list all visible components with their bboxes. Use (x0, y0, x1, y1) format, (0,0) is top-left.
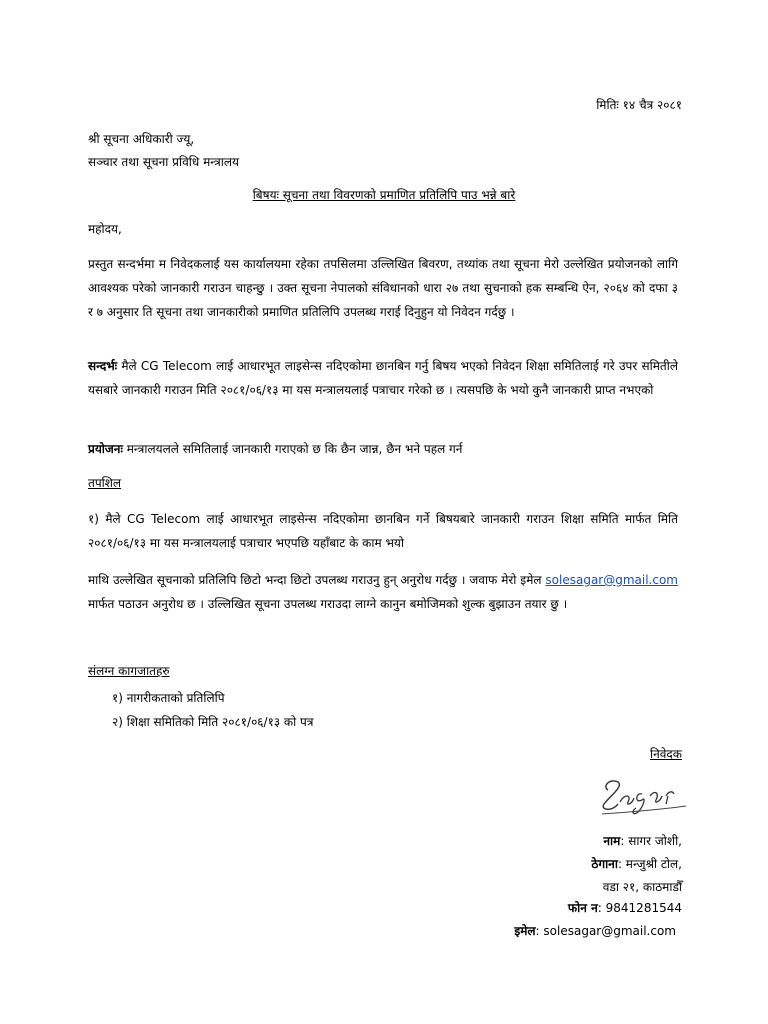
details-heading: तपशिल (88, 476, 122, 490)
closing-text-1: माथि उल्लेखित सूचनाको प्रतिलिपि छिटो भन्दा छिटो उपलब्ध गराउनु हुन् अनुरोध गर्दछु । जवाफ मेरो इमेल (88, 573, 546, 587)
applicant-address-row (591, 855, 682, 872)
reference-text: मैले CG Telecom लाई आधारभूत लाइसेन्स नदिएकोमा छानबिन गर्नु बिषय भएको निवेदन शिक्षा समितिलाई गरे उपर समितीले यसबारे जानकारी गराउन मिति २०८१/०६/१३ मा यस मन्त्रालयलाई पत्राचार गरेको छ । त्यसपछि के भयो कुनै जानकारी प्राप्त नभएको (88, 359, 678, 397)
salutation: महोदय, (88, 222, 122, 236)
applicant-email: : solesagar@gmail.com (535, 924, 676, 938)
email-link[interactable]: solesagar@gmail.com (545, 573, 678, 587)
subject-line: बिषयः सूचना तथा विवरणको प्रमाणित प्रतिलिपि पाउ भन्ने बारे (252, 188, 516, 202)
purpose-label: प्रयोजनः (88, 442, 123, 456)
body-paragraph: प्रस्तुत सन्दर्भमा म निवेदकलाई यस कार्यालयमा रहेका तपसिलमा उल्लिखित बिवरण, तथ्यांक तथा सूचना मेरो उल्लेखित प्रयोजनको लागि आवश्यक परेको जानकारी गराउन चाहन्छु । उक्त सूचना नेपालको संविधानको धारा २७ तथा सुचनाको हक सम्बन्धि ऐन, २०६४ को दफा ३ र ७ अनुसार ति सूचना तथा जानकारीको प्रमाणित प्रतिलिपि उपलब्ध गराई दिनुहुन यो निवेदन गर्दछु । (88, 257, 678, 319)
reference-paragraph (88, 354, 678, 402)
closing-paragraph (88, 568, 678, 616)
applicant-phone-row (568, 899, 682, 916)
closing-text-2: मार्फत पठाउन अनुरोध छ । उल्लिखित सूचना उपलब्ध गराउदा लाग्ने कानुन बमोजिमको शुल्क बुझाउन तयार छु । (88, 597, 568, 611)
applicant-name: : सागर जोशी, (620, 834, 682, 848)
applicant-phone: : 9841281544 (597, 901, 682, 915)
attachment-item-2: २) शिक्षा समितिको मिति २०८१/०६/१३ को पत्र (112, 715, 314, 729)
applicant-name-row (603, 832, 682, 849)
attachment-item-1: १) नागरीकताको प्रतिलिपि (112, 691, 225, 705)
phone-label: फोन न (567, 901, 598, 915)
attachments-heading: संलग्न कागजातहरु (88, 664, 170, 678)
email-label: इमेल (514, 924, 536, 938)
purpose-text: मन्त्रालयलले समितिलाई जानकारी गराएको छ कि छैन जान्न, छैन भने पहल गर्न (122, 442, 463, 456)
purpose-paragraph (88, 437, 678, 461)
details-item: १) मैले CG Telecom लाई आधारभूत लाइसेन्स नदिएकोमा छानबिन गर्ने बिषयबारे जानकारी गराउन शिक्षा समिति मार्फत मिति २०८१/०६/१३ मा यस मन्त्रालयलाई पत्राचार भएपछि यहाँबाट के काम भयो (88, 512, 678, 550)
applicant-heading: निवेदक (649, 747, 682, 761)
letter-date: मितिः १४ चैत्र २०८१ (596, 98, 682, 112)
recipient-office: सञ्चार तथा सूचना प्रविधि मन्त्रालय (88, 155, 239, 169)
address-label: ठेगाना (591, 857, 618, 871)
signature (598, 766, 690, 818)
applicant-email-row (514, 922, 676, 939)
applicant-address-ward: वडा २१, काठमाडौँ (602, 880, 682, 894)
reference-label: सन्दर्भः (88, 359, 118, 373)
applicant-address: : मन्जुश्री टोल, (617, 857, 682, 871)
name-label: नाम (603, 834, 621, 848)
recipient-title: श्री सूचना अधिकारी ज्यू, (88, 132, 195, 146)
